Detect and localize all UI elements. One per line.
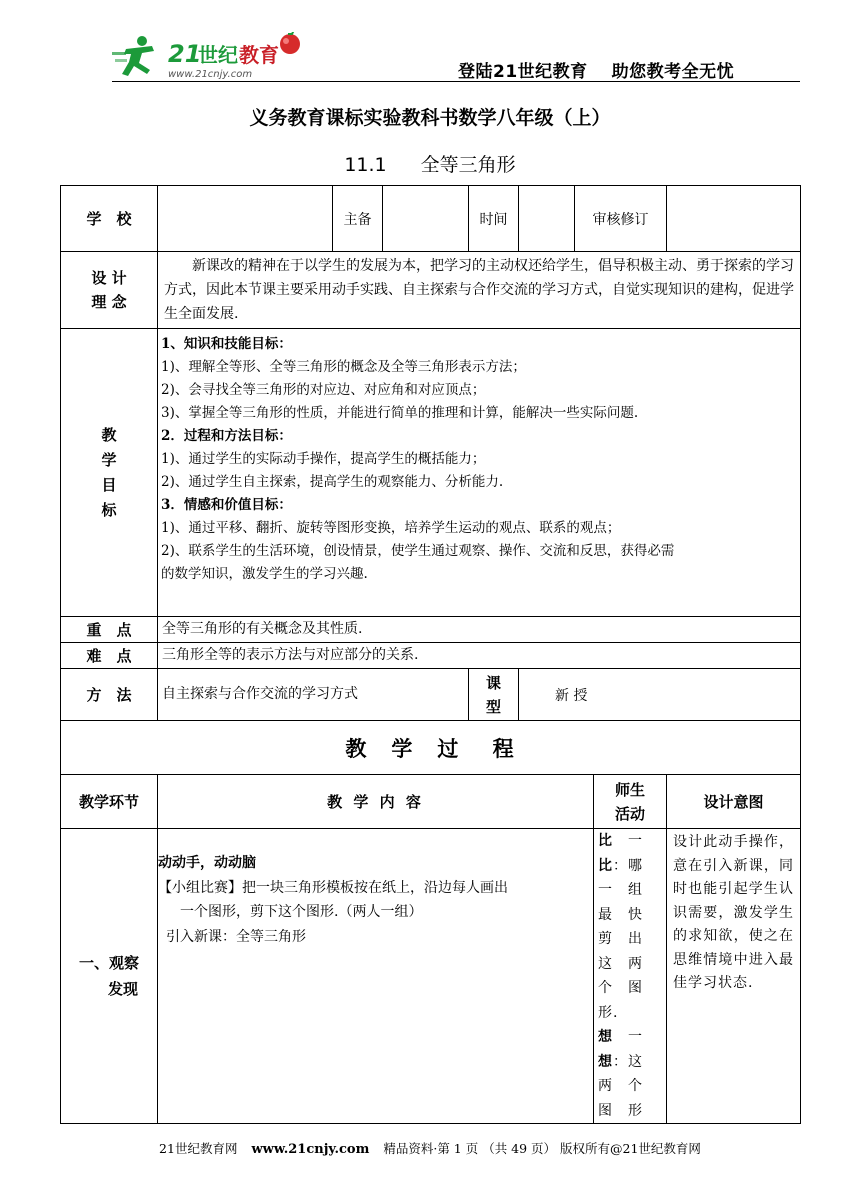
goal-item: 3)、掌握全等三角形的性质，并能进行简单的推理和计算，能解决一些实际问题. [161, 405, 639, 421]
goal-item: 1)、通过平移、翻折、旋转等图形变换，培养学生运动的观点、联系的观点； [161, 520, 621, 536]
activity-line-bold: 比 [598, 833, 613, 849]
design-concept-label-line2: 理 念 [91, 293, 127, 311]
school-label: 学 校 [61, 186, 158, 252]
activity-line: 剪 出 [598, 931, 643, 947]
time-label: 时间 [469, 186, 519, 252]
activity-line: 个 图 [598, 980, 643, 996]
svg-text:世纪: 世纪 [198, 43, 238, 67]
review-label: 审核修订 [575, 186, 667, 252]
activity-line-text: 一 [613, 1029, 643, 1045]
goals-label-char: 标 [101, 500, 117, 519]
difficult-point-text: 三角形全等的表示方法与对应部分的关系. [158, 643, 801, 669]
footer-left: 21世纪教育网 [159, 1141, 238, 1156]
design-concept-row [61, 252, 801, 329]
col-header-stage: 教学环节 [61, 775, 158, 829]
svg-text:21: 21 [168, 40, 202, 68]
activity-line [598, 1050, 662, 1075]
key-point-text: 全等三角形的有关概念及其性质. [158, 617, 801, 643]
footer-site-link[interactable]: www.21cnjy.com [251, 1142, 370, 1157]
slogan-login[interactable]: 登陆21世纪教育 [458, 62, 588, 82]
goal-item: 2)、通过学生自主探索，提高学生的观察能力、分析能力. [161, 474, 504, 490]
content-heading: 动动手，动动脑 [158, 855, 256, 871]
section-name: 全等三角形 [420, 154, 516, 176]
document-title: 义务教育课标实验教科书数学八年级（上） [249, 107, 611, 129]
difficult-point-row [61, 643, 801, 669]
goal-heading: 3．情感和价值目标： [161, 497, 292, 513]
footer-copyright: 版权所有@21世纪教育网 [560, 1141, 701, 1156]
activity-line: 一 组 [598, 882, 643, 898]
preparer-value[interactable] [383, 186, 469, 252]
method-label: 方 法 [61, 669, 158, 721]
slogan-motto: 助您教考全无忧 [611, 62, 735, 82]
goals-label-char: 学 [101, 450, 117, 469]
lesson-plan-table [60, 185, 801, 1124]
activity-line: 形. [598, 1004, 619, 1021]
stage-intent: 设计此动手操作，意在引入新课，同时也能引起学生认识需要，激发学生的求知欲，使之在思维情境中进入最佳学习状态. [667, 829, 801, 1124]
activity-line-text: ：这 [613, 1053, 643, 1070]
stage-row [61, 829, 801, 1124]
goals-label-char: 教 [101, 425, 117, 444]
info-row [61, 186, 801, 252]
method-row [61, 669, 801, 721]
section-number: 11.1 [344, 154, 387, 176]
header-divider [112, 81, 800, 82]
stage-name [61, 829, 158, 1124]
stage-name-line1: 一、观察 [78, 954, 139, 972]
col-header-activity-line2: 活动 [614, 804, 645, 823]
process-header-row [61, 775, 801, 829]
review-value[interactable] [667, 186, 801, 252]
col-header-intent: 设计意图 [667, 775, 801, 829]
design-concept-label-line1: 设 计 [91, 269, 127, 287]
difficult-point-label: 难 点 [61, 643, 158, 669]
activity-line-bold: 比 [598, 857, 613, 874]
svg-text:www.21cnjy.com: www.21cnjy.com [168, 69, 253, 80]
content-line: 引入新课：全等三角形 [166, 928, 306, 945]
stage-name-line2: 发现 [107, 980, 138, 998]
school-value[interactable] [158, 186, 333, 252]
teaching-goals-label [61, 329, 158, 617]
key-point-row [61, 617, 801, 643]
design-concept-text: 新课改的精神在于以学生的发展为本，把学习的主动权还给学生，倡导积极主动、勇于探索的学习方式，因此本节课主要采用动手实践、自主探索与合作交流的学习方式，自觉实现知识的建构，促进学生全面发展. [158, 252, 801, 329]
lesson-type-label-line1: 课 [485, 673, 501, 692]
lesson-type-value: 新 授 [519, 669, 801, 721]
goal-heading: 2．过程和方法目标： [161, 428, 292, 444]
time-value[interactable] [519, 186, 575, 252]
goal-item: 1)、通过学生的实际动手操作，提高学生的概括能力； [161, 451, 486, 467]
activity-line: 图 形 [598, 1102, 643, 1119]
goal-item: 2)、会寻找全等三角形的对应边、对应角和对应顶点； [161, 382, 486, 398]
svg-text:教育: 教育 [239, 43, 279, 67]
stage-activity [594, 829, 667, 1124]
activity-line: 最 快 [598, 906, 643, 923]
lesson-type-label-line2: 型 [485, 697, 501, 716]
section-title [0, 150, 860, 177]
header-slogan [458, 57, 734, 82]
process-heading-row [61, 721, 801, 775]
goal-item: 2)、联系学生的生活环境，创设情景，使学生通过观察、操作、交流和反思，获得必需 [161, 543, 675, 559]
activity-line: 这 两 [598, 955, 643, 972]
col-header-activity [594, 775, 667, 829]
col-header-content: 教 学 内 容 [158, 775, 594, 829]
key-point-label: 重 点 [61, 617, 158, 643]
method-text: 自主探索与合作交流的学习方式 [158, 669, 469, 721]
content-line: 【小组比赛】把一块三角形模板按在纸上，沿边每人画出 [158, 879, 508, 896]
design-concept-label [61, 252, 158, 329]
activity-line-text: ：哪 [613, 857, 643, 874]
site-logo[interactable] [112, 32, 312, 82]
activity-line-bold: 想 [598, 1029, 613, 1045]
activity-line: 两 个 [598, 1078, 643, 1094]
activity-line-text: 一 [613, 833, 643, 849]
goals-label-char: 目 [101, 475, 117, 494]
teaching-goals-content [158, 329, 801, 617]
logo-graphic [112, 32, 312, 82]
activity-lines [598, 829, 662, 1123]
preparer-label: 主备 [333, 186, 383, 252]
teaching-goals-row [61, 329, 801, 617]
activity-line [598, 829, 662, 854]
goal-item: 的数学知识，激发学生的学习兴趣. [161, 566, 368, 582]
footer-page-info: 精品资料·第 1 页 （共 49 页） [383, 1141, 557, 1156]
content-line: 一个图形，剪下这个图形.（两人一组） [180, 904, 423, 920]
col-header-activity-line1: 师生 [614, 780, 645, 799]
activity-line [598, 854, 662, 879]
lesson-type-label [469, 669, 519, 721]
stage-content [158, 829, 594, 1124]
page-footer [0, 1139, 860, 1157]
activity-line-bold: 想 [598, 1053, 613, 1070]
activity-line [598, 1025, 662, 1050]
goal-item: 1)、理解全等形、全等三角形的概念及全等三角形表示方法； [161, 359, 526, 375]
process-heading: 教 学 过 程 [61, 721, 801, 775]
goal-heading: 1、知识和技能目标： [161, 336, 292, 352]
